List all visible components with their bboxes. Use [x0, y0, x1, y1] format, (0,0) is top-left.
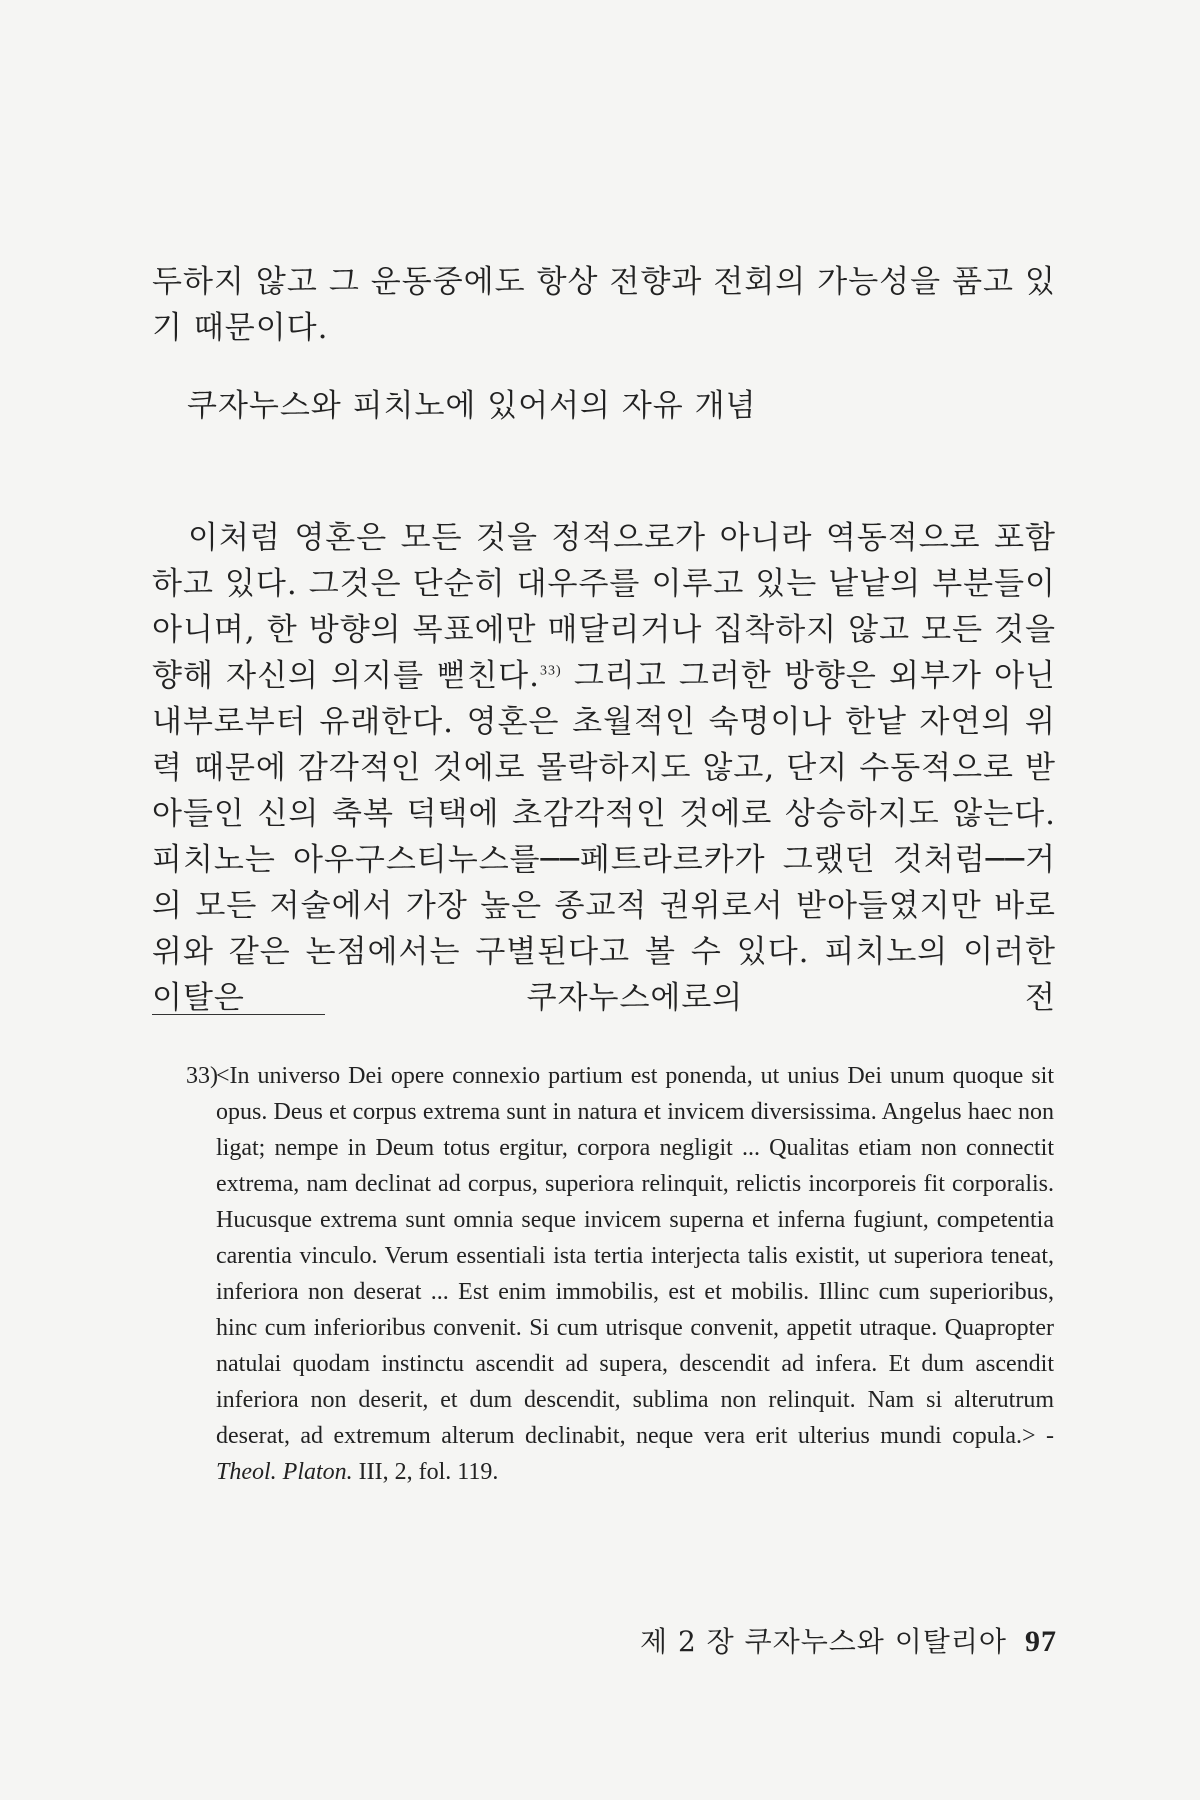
footnote-reference[interactable]: 33) [539, 663, 562, 679]
footnote-source-title: Theol. Platon. [216, 1459, 353, 1485]
main-paragraph-text-2: 그리고 그러한 방향은 외부가 아닌 내부로부터 유래한다. 영혼은 초월적인 숙명이나 한낱 자연의 위력 때문에 감각적인 것에로 몰락하지도 않고, 단지 수동적으로 받아들인 신의 축복 덕택에 초감각적인 것에로 상승하지도 않는다. 피치노는 아우구스티누스를──페트라르카가 그랬던 것처럼──거의 모든 저술에서 가장 높은 종교적 권위로서 받아들였지만 바로 위와 같은 논점에서는 구별된다고 볼 수 있다. 피치노의 이러한 이탈은 쿠자누스에로의 전 [152, 658, 1057, 1016]
footnote-divider [152, 1014, 325, 1015]
footer-chapter-title: 제 2 장 쿠자누스와 이탈리아 [640, 1625, 1007, 1658]
footnote-source-ref: III, 2, fol. 119. [352, 1459, 499, 1485]
footnote-text: <In universo Dei opere connexio partium est ponenda, ut unius Dei unum quoque sit opus. Deus et corpus extrema sunt in natura et invicem diversissima. Angelus haec non ligat; nempe in Deum totus ergitur, corpora negligit ... Qualitas etiam non connectit extrema, nam declinat ad corpus, superiora relinquit, relictis incorporeis fit corporalis. Hucusque extrema sunt omnia seque invicem superna et inferna fugiunt, competentia carentia vinculo. Verum essentiali ista tertia interjecta talis existit, ut superiora teneat, inferiora non deserat ... Est enim immobilis, est et mobilis. Illinc cum superioribus, hinc cum inferioribus convenit. Si cum utrisque convenit, appetit utraque. Quapropter natulai quodam instinctu ascendit ad supera, descendit ad infera. Et dum ascendit inferiora non deserit, et dum descendit, sublima non relinquit. Nam si alterutrum deserat, ad extremum alterum declinabit, neque vera erit ulterius mundi copula.> - [216, 1063, 1054, 1449]
section-heading: 쿠자누스와 피치노에 있어서의 자유 개념 [187, 388, 757, 424]
main-paragraph-text-1: 이처럼 영혼은 모든 것을 정적으로가 아니라 역동적으로 포함하고 있다. 그것은 단순히 대우주를 이루고 있는 낱낱의 부분들이 아니며, 한 방향의 목표에만 매달리거나 집착하지 않고 모든 것을 향해 자신의 의지를 뻗친다. [152, 520, 1056, 694]
footnote-label: 33) [186, 1063, 218, 1089]
main-paragraph [152, 515, 1056, 1021]
page-number: 97 [1024, 1625, 1057, 1658]
footnote-33 [186, 1058, 1054, 1490]
running-footer [640, 1620, 1057, 1660]
top-paragraph: 두하지 않고 그 운동중에도 항상 전향과 전회의 가능성을 품고 있기 때문이다. [152, 264, 1056, 346]
